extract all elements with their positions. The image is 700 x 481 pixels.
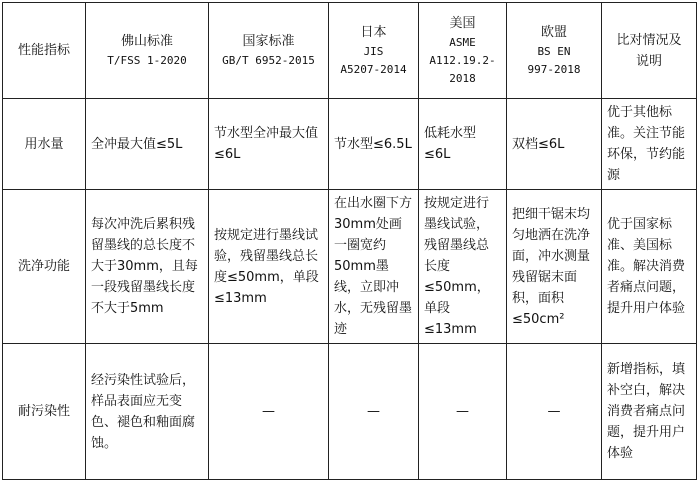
row-metric: 耐污染性	[3, 344, 86, 480]
header-usa-code2: A112.19.2-2018	[429, 54, 496, 85]
cell-foshan: 经污染性试验后，样品表面应无变色、褪色和釉面腐蚀。	[86, 344, 209, 480]
cell-usa: 按规定进行墨线试验，残留墨线总长度≤50mm，单段≤13mm	[419, 190, 507, 344]
header-eu-code2: 997-2018	[527, 63, 581, 76]
table-row-cleaning	[3, 190, 697, 344]
header-national-name: 国家标准	[242, 34, 295, 49]
cell-foshan: 每次冲洗后累积残留墨线的总长度不大于30mm，且每一段残留墨线长度不大于5mm	[86, 190, 209, 344]
cell-compare: 优于国家标准、美国标准。解决消费者痛点问题，提升用户体验	[602, 190, 697, 344]
header-usa-code1: ASME	[449, 36, 476, 49]
cell-compare: 优于其他标准。关注节能环保，节约能源	[602, 99, 697, 190]
cell-eu: 把细干锯末均匀地洒在洗净面，冲水测量残留锯末面积，面积≤50cm²	[507, 190, 602, 344]
header-national	[209, 3, 329, 99]
cell-eu: —	[507, 344, 602, 480]
cell-foshan: 全冲最大值≤5L	[86, 99, 209, 190]
header-national-code: GB/T 6952-2015	[222, 54, 315, 67]
cell-usa: 低耗水型≤6L	[419, 99, 507, 190]
header-compare	[602, 3, 697, 99]
cell-japan: 在出水圈下方30mm处画一圈宽约50mm墨线，立即冲水，无残留墨迹	[329, 190, 419, 344]
header-compare-line1: 比对情况及	[616, 32, 682, 48]
table-row-stain-resistance	[3, 344, 697, 480]
header-japan-name: 日本	[360, 25, 387, 40]
cell-national: 节水型全冲最大值≤6L	[209, 99, 329, 190]
header-eu-name: 欧盟	[540, 25, 567, 40]
header-eu	[507, 3, 602, 99]
cell-national: 按规定进行墨线试验，残留墨线总长度≤50mm，单段≤13mm	[209, 190, 329, 344]
header-eu-code1: BS EN	[537, 45, 571, 58]
header-japan-code1: JIS	[363, 45, 384, 58]
header-foshan	[86, 3, 209, 99]
standards-comparison-table	[2, 2, 697, 480]
cell-japan: 节水型≤6.5L	[329, 99, 419, 190]
header-japan	[329, 3, 419, 99]
cell-eu: 双档≤6L	[507, 99, 602, 190]
header-foshan-name: 佛山标准	[120, 34, 173, 49]
header-usa-name: 美国	[449, 16, 476, 31]
header-metric-label: 性能指标	[17, 43, 70, 58]
header-foshan-code: T/FSS 1-2020	[107, 54, 187, 67]
cell-national: —	[209, 344, 329, 480]
cell-japan: —	[329, 344, 419, 480]
row-metric: 用水量	[3, 99, 86, 190]
header-compare-line2: 说明	[635, 53, 662, 69]
cell-compare: 新增指标，填补空白，解决消费者痛点问题，提升用户体验	[602, 344, 697, 480]
header-usa	[419, 3, 507, 99]
header-japan-code2: A5207-2014	[340, 63, 407, 76]
header-metric	[3, 3, 86, 99]
row-metric: 洗净功能	[3, 190, 86, 344]
cell-usa: —	[419, 344, 507, 480]
table-row-water-usage	[3, 99, 697, 190]
header-row	[3, 3, 697, 99]
